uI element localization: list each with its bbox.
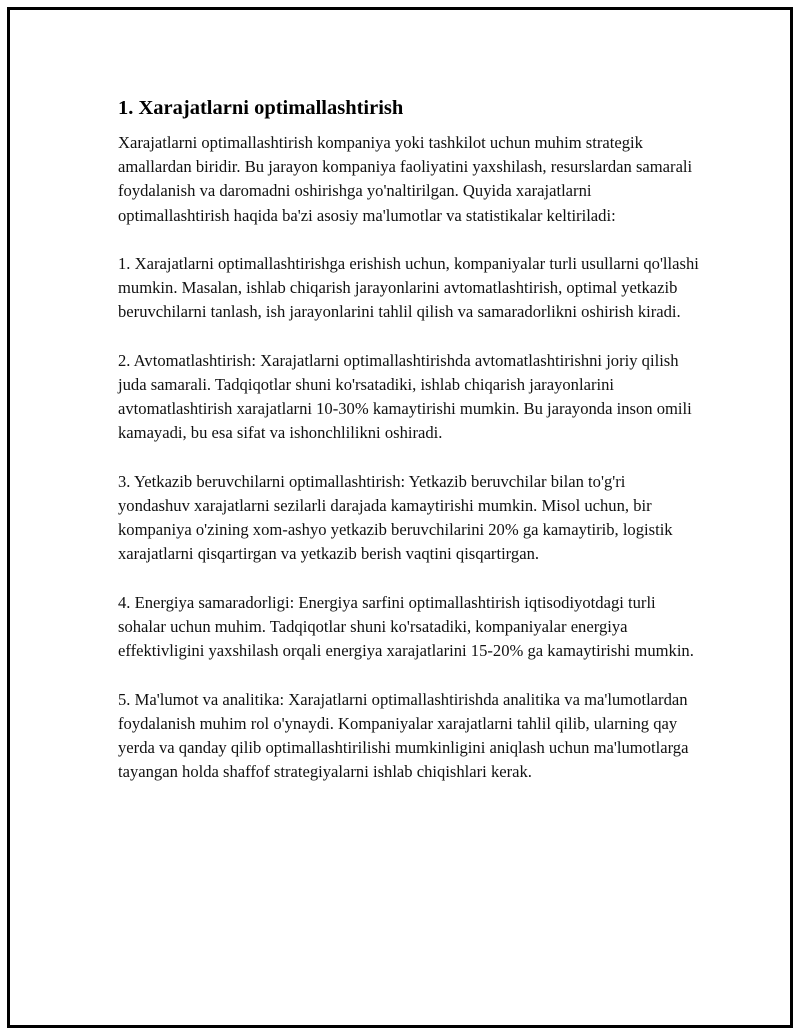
paragraph-analytics: 5. Ma'lumot va analitika: Xarajatlarni optimallashtirishda analitika va ma'lumotlardan foydalanish muhim rol o'ynaydi. Kompaniyalar xarajatlarni tahlil qilib, ularning qay yerda va qanday qilib optimallashtirilishi mumkinligini aniqlash uchun ma'lumotlarga tayangan holda shaffof strategiyalarni ishlab chiqishlari kerak. bbox=[118, 689, 689, 782]
paragraph-automation: 2. Avtomatlashtirish: Xarajatlarni optimallashtirishda avtomatlashtirishni joriy qilish juda samarali. Tadqiqotlar shuni ko'rsatadiki, ishlab chiqarish jarayonlarini avtomatlashtirish xarajatlarni 10-30% kamaytirishi mumkin. Bu jarayonda inson omili kamayadi, bu esa sifat va ishonchlilikni oshiradi. bbox=[118, 350, 692, 443]
document-page bbox=[7, 7, 793, 1028]
document-content bbox=[118, 93, 700, 784]
paragraph-suppliers: 3. Yetkazib beruvchilarni optimallashtirish: Yetkazib beruvchilar bilan to'g'ri yondashuv xarajatlarni sezilarli darajada kamaytirishi mumkin. Misol uchun, bir kompaniya o'zining xom-ashyo yetkazib beruvchilarini 20% ga kamaytirib, logistik xarajatlarni qisqartirgan va yetkazib berish vaqtini qisqartirgan. bbox=[118, 471, 673, 564]
paragraph-methods: 1. Xarajatlarni optimallashtirishga erishish uchun, kompaniyalar turli usullarni qo'llashi mumkin. Masalan, ishlab chiqarish jarayonlarini avtomatlashtirish, optimal yetkazib beruvchilarni tanlash, ish jarayonlarini tahlil qilish va samaradorlikni oshirish kiradi. bbox=[118, 254, 699, 322]
paragraph-energy: 4. Energiya samaradorligi: Energiya sarfini optimallashtirish iqtisodiyotdagi turli sohalar uchun muhim. Tadqiqotlar shuni ko'rsatadiki, kompaniyalar energiya effektivligini yaxshilash orqali energiya xarajatlarini 15-20% ga kamaytirishi mumkin. bbox=[118, 592, 694, 661]
intro-paragraph: Xarajatlarni optimallashtirish kompaniya yoki tashkilot uchun muhim strategik amallardan biridir. Bu jarayon kompaniya faoliyatini yaxshilash, resurslardan samarali foydalanish va daromadni oshirishga yo'naltirilgan. Quyida xarajatlarni optimallashtirish haqida ba'zi asosiy ma'lumotlar va statistikalar keltiriladi: bbox=[118, 133, 693, 225]
document-title: 1. Xarajatlarni optimallashtirish bbox=[118, 97, 404, 119]
